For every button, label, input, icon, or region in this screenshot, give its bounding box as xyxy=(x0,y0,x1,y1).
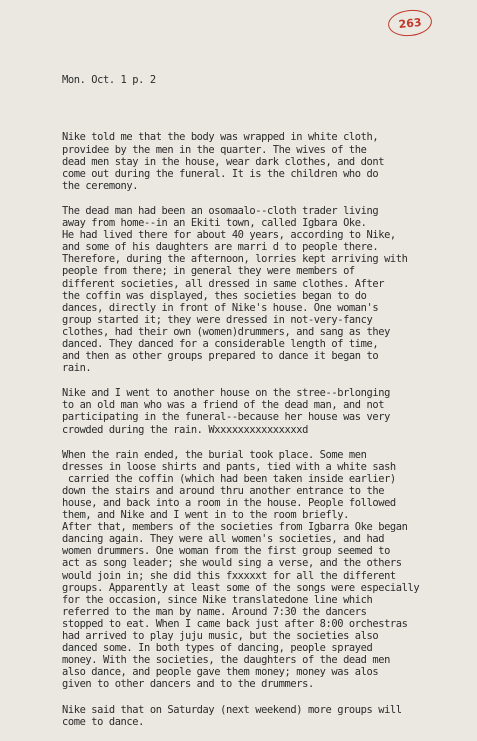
text-line: dead men stay in the house, wear dark clothes, and dont xyxy=(62,155,385,168)
paragraph xyxy=(62,449,472,691)
text-line: the coffin was displayed, thes societies began to do xyxy=(62,289,367,302)
text-line: He had lived there for about 40 years, according to Nike, xyxy=(62,229,396,242)
text-line: danced. They danced for a considerable length of time, xyxy=(62,337,379,350)
text-line: referred to the man by name. Around 7:30 the dancers xyxy=(62,605,367,618)
text-line: dances, directly in front of Nike's house. One woman's xyxy=(62,301,379,314)
text-line: down the stairs and around thru another entrance to the xyxy=(62,484,385,497)
text-line: groups. Apparently at least some of the songs were especially xyxy=(62,581,420,594)
text-line: After that, members of the societies from Igbarra Oke began xyxy=(62,521,408,534)
text-line: people from there; in general they were members of xyxy=(62,265,355,278)
text-line: for the occasion, since Nike translatedone line which xyxy=(62,593,373,606)
text-line: Therefore, during the afternoon, lorries kept arriving with xyxy=(62,253,408,266)
text-line: stopped to eat. When I came back just after 8:00 orchestras xyxy=(62,617,408,630)
text-line: rain. xyxy=(62,362,92,375)
text-line: Nike and I went to another house on the stree--brlonging xyxy=(62,387,390,400)
text-line: Nike told me that the body was wrapped in white cloth, xyxy=(62,131,379,144)
paragraph xyxy=(62,205,472,374)
text-line: come out during the funeral. It is the children who do xyxy=(62,167,379,180)
text-line: dresses in loose shirts and pants, tied with a white sash xyxy=(62,460,396,473)
text-line: the ceremony. xyxy=(62,179,139,192)
text-line: given to other dancers and to the drummers. xyxy=(62,678,314,691)
page-heading: Mon. Oct. 1 p. 2 xyxy=(62,74,156,87)
text-line: also dance, and people gave them money; money was alos xyxy=(62,666,379,679)
text-line: and then as other groups prepared to dance it began to xyxy=(62,350,379,363)
text-line: women drummers. One woman from the first group seemed to xyxy=(62,545,390,558)
text-line: participating in the funeral--because her house was very xyxy=(62,411,390,424)
text-line: group started it; they were dressed in not-very-fancy xyxy=(62,313,373,326)
text-line: house, and back into a room in the house. People followed xyxy=(62,497,396,509)
text-line: and some of his daughters are marri d to people there. xyxy=(62,241,379,254)
text-line: had arrived to play juju music, but the societies also xyxy=(62,630,379,643)
text-line: dancing again. They were all women's societies, and had xyxy=(62,533,385,546)
paragraph xyxy=(62,704,472,728)
paragraph xyxy=(62,131,472,191)
text-line: them, and Nike and I went in to the room briefly. xyxy=(62,509,349,522)
text-line: The dead man had been an osomaalo--cloth trader living xyxy=(62,204,379,217)
text-line: danced some. In both types of dancing, people sprayed xyxy=(62,642,373,655)
text-line: When the rain ended, the burial took place. Some men xyxy=(62,448,367,461)
text-line: away from home--in an Ekiti town, called Igbara Oke. xyxy=(62,217,367,230)
text-line: to an old man who was a friend of the dead man, and not xyxy=(62,399,385,412)
text-line: different societies, all dressed in same clothes. After xyxy=(62,277,385,290)
text-line: money. With the societies, the daughters of the dead men xyxy=(62,654,390,667)
typed-text-body xyxy=(62,50,472,741)
text-line: act as song leader; she would sing a verse, and the others xyxy=(62,557,402,570)
text-line: carried the coffin (which had been taken inside earlier) xyxy=(62,472,396,485)
page-number: 263 xyxy=(397,15,423,31)
text-line: clothes, had their own (women)drummers, and sang as they xyxy=(62,325,390,338)
text-line: crowded during the rain. Wxxxxxxxxxxxxxxxd xyxy=(62,423,308,436)
text-line: providee by the men in the quarter. The wives of the xyxy=(62,143,367,156)
text-line: Nike said that on Saturday (next weekend) more groups will xyxy=(62,703,402,716)
text-line: would join in; she did this fxxxxxt for all the different xyxy=(62,569,396,582)
page-number-stamp xyxy=(387,8,433,38)
text-line: come to dance. xyxy=(62,715,144,728)
paragraph xyxy=(62,387,472,435)
